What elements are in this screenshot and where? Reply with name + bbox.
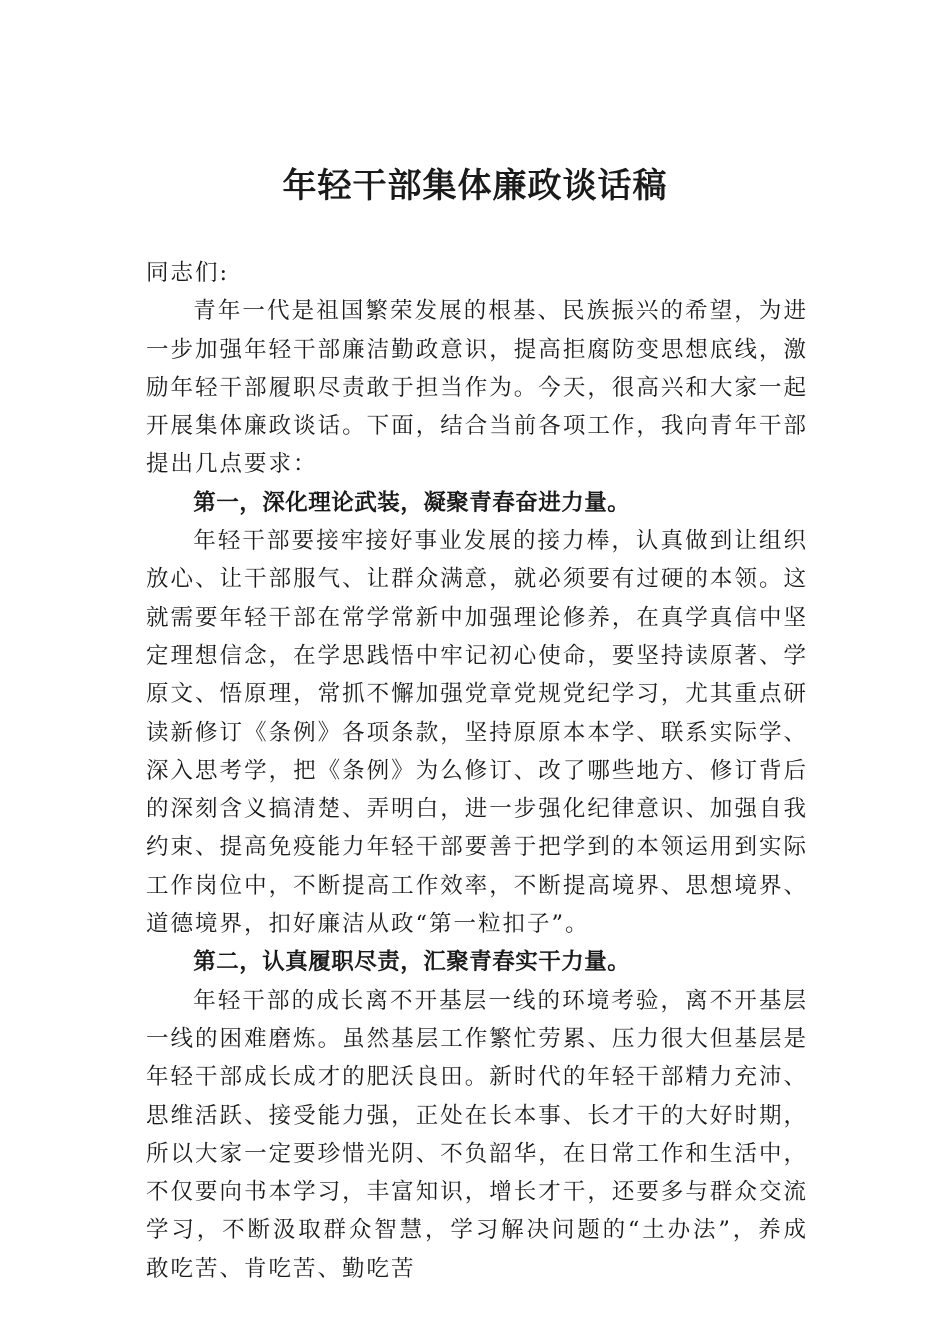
section-paragraph-2: 年轻干部的成长离不开基层一线的环境考验，离不开基层一线的困难磨炼。虽然基层工作繁忙劳累、压力很大但基层是年轻干部成长成才的肥沃良田。新时代的年轻干部精力充沛、思维活跃、接受能力强，正处在长本事、长才干的大好时期，所以大家一定要珍惜光阴、不负韶华，在日常工作和生活中，不仅要向书本学习，丰富知识，增长才干，还要多与群众交流学习，不断汲取群众智慧，学习解决问题的“土办法”，养成敢吃苦、肯吃苦、勤吃苦 xyxy=(146,987,808,1282)
section-paragraph-1: 年轻干部要接牢接好事业发展的接力棒，认真做到让组织放心、让干部服气、让群众满意，就必须要有过硬的本领。这就需要年轻干部在常学常新中加强理论修养，在真学真信中坚定理想信念，在学思践悟中牢记初心使命，要坚持读原著、学原文、悟原理，常抓不懈加强党章党规党纪学习，尤其重点研读新修订《条例》各项条款，坚持原原本本学、联系实际学、深入思考学，把《条例》为么修订、改了哪些地方、修订背后的深刻含义搞清楚、弄明白，进一步强化纪律意识、加强自我约束、提高免疫能力年轻干部要善于把学到的本领运用到实际工作岗位中，不断提高工作效率，不断提高境界、思想境界、道德境界，扣好廉洁从政“第一粒扣子”。 xyxy=(146,528,808,938)
document-title: 年轻干部集体廉政谈话稿 xyxy=(282,166,668,206)
intro-paragraph: 青年一代是祖国繁荣发展的根基、民族振兴的希望，为进一步加强年轻干部廉洁勤政意识，提高拒腐防变思想底线，激励年轻干部履职尽责敢于担当作为。今天，很高兴和大家一起开展集体廉政谈话。下面，结合当前各项工作，我向青年干部提出几点要求： xyxy=(146,298,808,478)
section-heading-2: 第二，认真履职尽责，汇聚青春实干力量。 xyxy=(193,949,631,976)
section-heading-1: 第一，深化理论武装，凝聚青春奋进力量。 xyxy=(193,489,631,516)
document-body xyxy=(146,254,808,1288)
salutation: 同志们: xyxy=(146,260,230,286)
